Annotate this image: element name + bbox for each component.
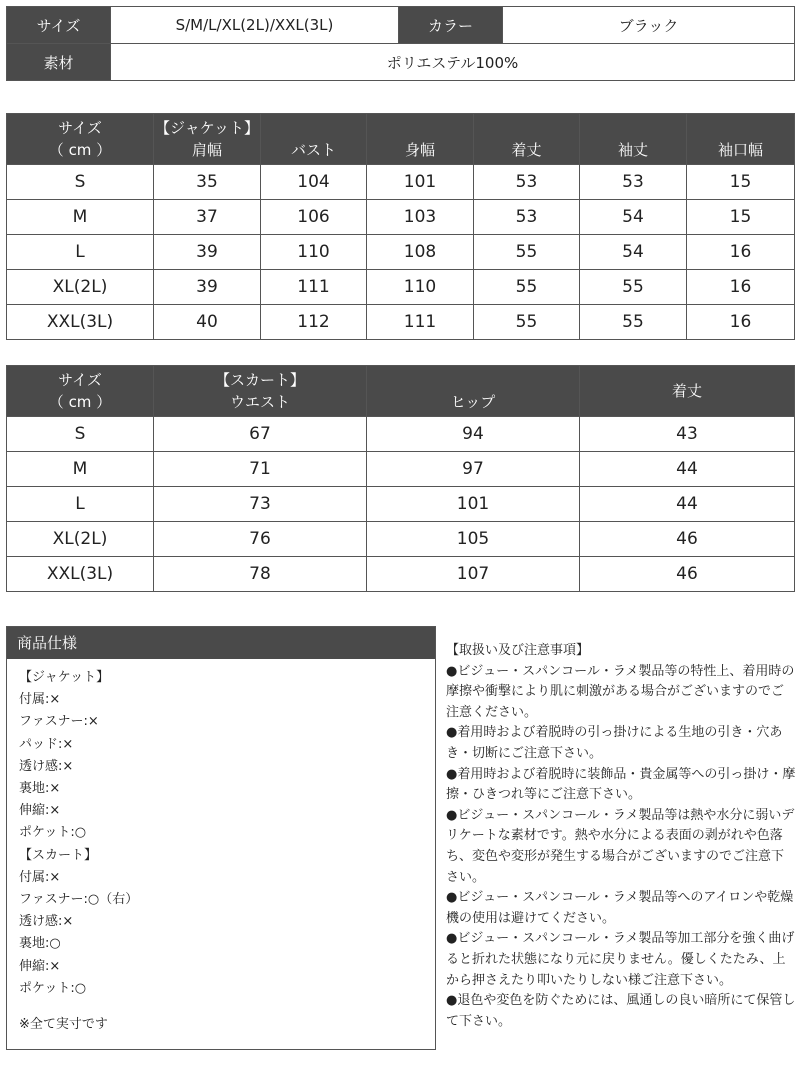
value-cell: 76 [154,522,367,557]
value-cell: 39 [154,270,261,305]
value-cell: 110 [261,235,367,270]
column-header: 身幅 [367,114,474,165]
value-cell: 101 [367,487,580,522]
value-cell: 78 [154,557,367,592]
care-line: ●ビジュー・スパンコール・ラメ製品等の特性上、着用時の摩擦や衝撃により肌に刺激がある場合がございますのでご注意ください。 [446,663,795,720]
size-cell: S [7,417,154,452]
size-cell: XXL(3L) [7,557,154,592]
material-value: ポリエステル100% [111,44,795,81]
size-label: サイズ [7,7,111,44]
value-cell: 101 [367,165,474,200]
care-line: ●着用時および着脱時の引っ掛けによる生地の引き・穴あき・切断にご注意下さい。 [446,725,783,761]
spec-line: 付属:× [19,869,61,885]
spec-line: パッド:× [19,736,74,752]
spec-line: 伸縮:× [19,803,61,819]
table-row [7,270,795,305]
column-header: 着丈 [474,114,580,165]
value-cell: 94 [367,417,580,452]
column-header: 袖丈 [580,114,687,165]
color-label: カラー [399,7,503,44]
care-line: ●着用時および着脱時に装飾品・貴金属等への引っ掛け・摩擦・ひきつれ等にご注意下さい。 [446,766,796,803]
value-cell: 107 [367,557,580,592]
spec-line: ファスナー:○（右） [19,892,139,908]
value-cell: 111 [261,270,367,305]
value-cell: 54 [580,200,687,235]
product-info-table [6,6,795,81]
value-cell: 97 [367,452,580,487]
value-cell: 71 [154,452,367,487]
value-cell: 46 [580,557,795,592]
value-cell: 73 [154,487,367,522]
value-cell: 15 [687,165,795,200]
value-cell: 40 [154,305,261,340]
spec-line: ポケット:○ [19,825,87,841]
value-cell: 111 [367,305,474,340]
value-cell: 53 [474,165,580,200]
spec-line: 付属:× [19,692,61,708]
table-row [7,452,795,487]
spec-line: 透け感:× [19,914,74,930]
spec-note: ※全て実寸です [19,1017,108,1033]
spec-line: 透け感:× [19,758,74,774]
skirt-size-table [6,365,795,592]
value-cell: 46 [580,522,795,557]
value-cell: 16 [687,305,795,340]
value-cell: 67 [154,417,367,452]
table-row [7,557,795,592]
column-header: 【ジャケット】 肩幅 [154,114,261,165]
table-row [7,487,795,522]
table-row [7,165,795,200]
spec-line: ファスナー:× [19,714,99,730]
size-cell: M [7,452,154,487]
spec-line: 【ジャケット】 [19,670,110,685]
value-cell: 54 [580,235,687,270]
category-label: 【スカート】 [214,371,305,389]
value-cell: 53 [474,200,580,235]
value-cell: 44 [580,452,795,487]
value-cell: 44 [580,487,795,522]
size-cell: L [7,487,154,522]
size-value: S/M/L/XL(2L)/XXL(3L) [111,7,399,44]
care-instructions [446,641,796,1032]
value-cell: 112 [261,305,367,340]
size-cell: L [7,235,154,270]
value-cell: 55 [474,305,580,340]
care-title: 【取扱い及び注意事項】 [446,643,590,658]
value-cell: 55 [474,270,580,305]
care-line: ●ビジュー・スパンコール・ラメ製品等は熱や水分に弱いデリケートな素材です。熱や水分による表面の剥がれや色落ち、変色や変形が発生する場合がございますのでご注意下さい。 [446,807,795,885]
size-cell: M [7,200,154,235]
value-cell: 103 [367,200,474,235]
spec-line: 裏地:○ [19,936,61,952]
care-line: ●退色や変色を防ぐためには、風通しの良い暗所にて保管して下さい。 [446,993,796,1029]
value-cell: 15 [687,200,795,235]
value-cell: 16 [687,270,795,305]
size-header: サイズ （ cm ） [7,114,154,165]
size-cell: XL(2L) [7,270,154,305]
table-row [7,417,795,452]
spec-line: ポケット:○ [19,980,87,996]
spec-title: 商品仕様 [7,627,435,659]
spec-line: 伸縮:× [19,958,61,974]
table-row [7,305,795,340]
column-header: 袖口幅 [687,114,795,165]
size-cell: S [7,165,154,200]
value-cell: 105 [367,522,580,557]
value-cell: 55 [580,270,687,305]
value-cell: 16 [687,235,795,270]
value-cell: 43 [580,417,795,452]
value-cell: 108 [367,235,474,270]
color-value: ブラック [503,7,795,44]
size-cell: XXL(3L) [7,305,154,340]
care-line: ●ビジュー・スパンコール・ラメ製品等加工部分を強く曲げると折れた状態になり元に戻りません。優しくたたみ、上から押さえたり叩いたりしない様ご注意下さい。 [446,931,795,988]
value-cell: 104 [261,165,367,200]
product-spec-box [6,626,436,1050]
column-header: 着丈 [580,366,795,417]
spec-line: 【スカート】 [19,847,98,863]
value-cell: 39 [154,235,261,270]
table-row [7,235,795,270]
size-header: サイズ （ cm ） [7,366,154,417]
table-row [7,200,795,235]
value-cell: 55 [474,235,580,270]
category-label: 【ジャケット】 [155,119,259,137]
spec-list [7,659,435,1036]
table-row [7,522,795,557]
value-cell: 53 [580,165,687,200]
spec-line: 裏地:× [19,781,61,797]
size-cell: XL(2L) [7,522,154,557]
column-header: 【スカート】 ウエスト [154,366,367,417]
value-cell: 110 [367,270,474,305]
column-header: ヒップ [367,366,580,417]
value-cell: 55 [580,305,687,340]
care-line: ●ビジュー・スパンコール・ラメ製品等へのアイロンや乾燥機の使用は避けてください。 [446,890,794,926]
column-header: バスト [261,114,367,165]
value-cell: 35 [154,165,261,200]
material-label: 素材 [7,44,111,81]
jacket-size-table [6,113,795,340]
value-cell: 106 [261,200,367,235]
value-cell: 37 [154,200,261,235]
